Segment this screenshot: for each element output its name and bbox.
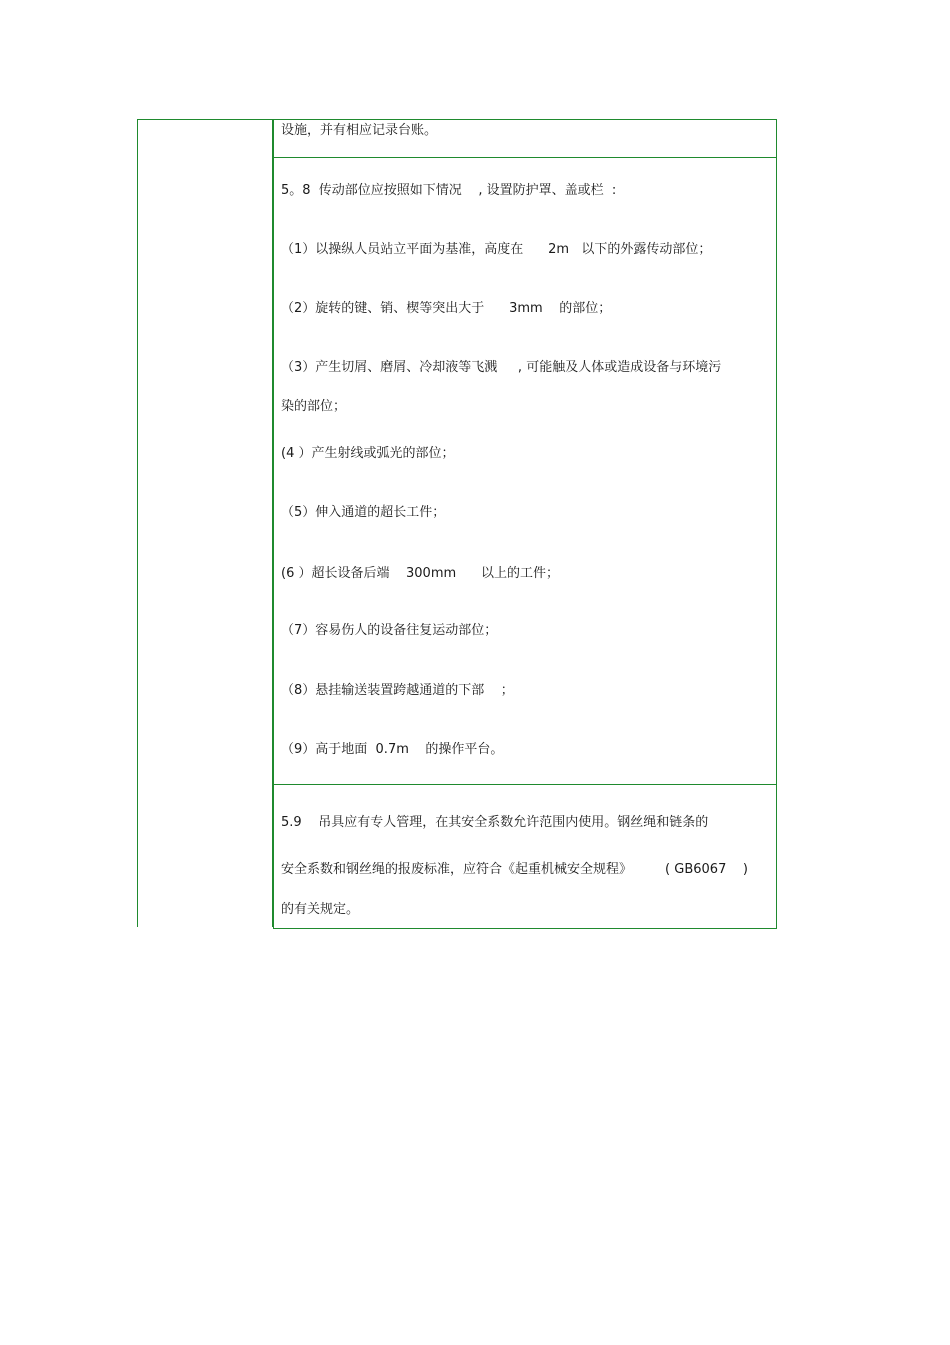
row3-line-3: 的有关规定。 (281, 902, 360, 917)
row2-line-1: 5。8 传动部位应按照如下情况 , 设置防护罩、盖或栏 : (281, 183, 617, 198)
row2-line-3: （2）旋转的键、销、楔等突出大于 3mm 的部位； (281, 301, 612, 316)
row2-line-11: （9）高于地面 0.7m 的操作平台。 (281, 742, 504, 757)
row1-line-1: 设施，并有相应记录台账。 (281, 123, 438, 138)
row2-line-8: (6 ）超长设备后端 300mm 以上的工件； (281, 566, 559, 581)
table-left-column-cell (137, 119, 273, 927)
row3-line-1: 5.9 吊具应有专人管理，在其安全系数允许范围内使用。钢丝绳和链条的 (281, 815, 709, 830)
row2-line-2: （1）以操纵人员站立平面为基准，高度在 2m 以下的外露传动部位； (281, 242, 712, 257)
row2-line-10: （8）悬挂输送装置跨越通道的下部 ； (281, 683, 514, 698)
row2-line-9: （7）容易伤人的设备往复运动部位； (281, 623, 498, 638)
row2-line-4: （3）产生切屑、磨屑、冷却液等飞溅 , 可能触及人体或造成设备与环境污 (281, 360, 722, 375)
row2-line-7: （5）伸入通道的超长工件； (281, 505, 446, 520)
row2-line-6: (4 ）产生射线或弧光的部位； (281, 446, 455, 461)
row2-line-5: 染的部位； (281, 399, 347, 414)
row3-line-2: 安全系数和钢丝绳的报废标准，应符合《起重机械安全规程》 ( GB6067 ) (281, 862, 748, 877)
